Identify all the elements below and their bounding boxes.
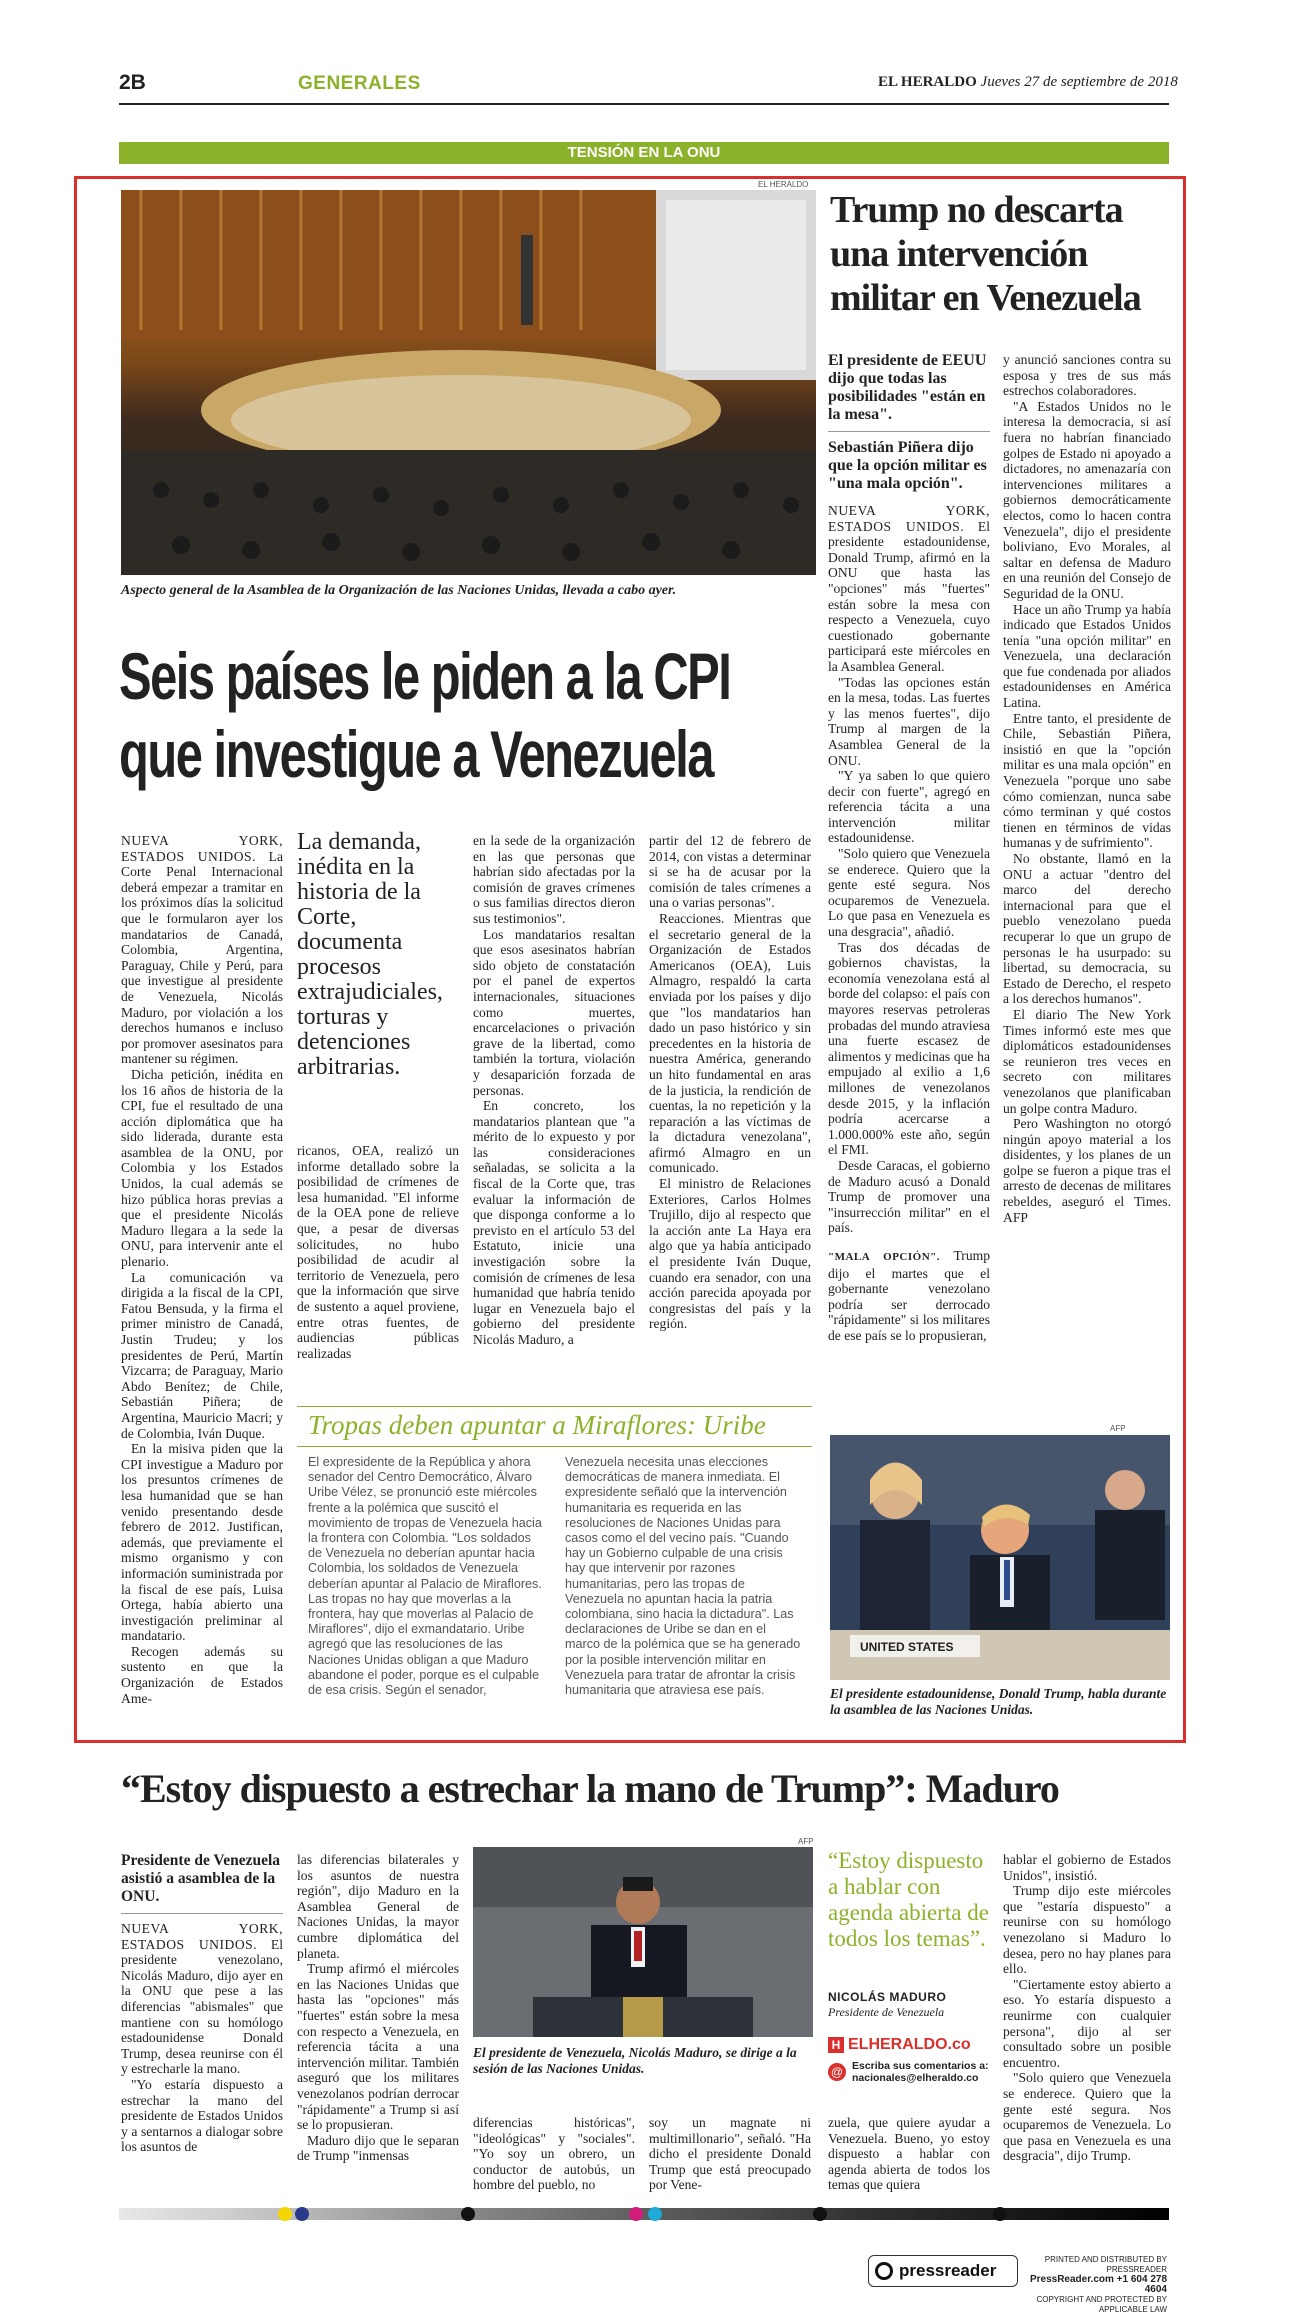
paragraph: El ministro de Relaciones Exteriores, Carlos Holmes Trujillo, dijo al respecto que la acción ante La Haya era algo que ya había anticipado el presidente Iván Duque, cuando era senador, con una acción parecida apoyada por congresistas del país y la región.	[649, 1176, 811, 1332]
paragraph: Dicha petición, inédita en los 16 años de historia de la CPI, fue el resultado de una acción diplomática que ha sido liderada, durante esta asamblea de la ONU, por Colombia y los Estados Unidos, la cual además se hizo pública horas previas a que el presidente Nicolás Maduro llegara a la sede la ONU, para intervenir ante el plenario.	[121, 1066, 283, 1270]
paragraph: El presidente estadounidense, Donald Trump, afirmó en la ONU que hasta las "opciones" más "fuertes" están sobre la mesa con respecto a Venezuela, cuyo cuestionado gobernante participará este miércoles en la Asamblea General.	[828, 518, 990, 674]
page-number: 2B	[119, 71, 146, 94]
trump-deck1: El presidente de EEUU dijo que todas las posibilidades "están en la mesa".	[828, 352, 987, 423]
paper-name: EL HERALDO	[878, 74, 977, 90]
paragraph: Maduro dijo que le separan de Trump "inmensas	[297, 2132, 459, 2164]
paragraph: partir del 12 de febrero de 2014, con vistas a determinar si se ha de acusar por la comisión de tales crímenes a una o varias personas".	[649, 833, 811, 911]
color-dot-navy	[295, 2207, 309, 2221]
assembly-photo-caption: Aspecto general de la Asamblea de la Organización de las Naciones Unidas, llevada a cabo ayer.	[121, 583, 677, 598]
deck-divider	[121, 1913, 283, 1914]
color-dot-black-3	[993, 2207, 1007, 2221]
maduro-quote: “Estoy dispuesto a hablar con agenda abierta de todos los temas”.	[828, 1848, 989, 1951]
maduro-col5: zuela, que quiere ayudar a Venezuela. Bueno, yo estoy dispuesto a hablar con agenda abierta de todos los temas que quiera	[828, 2115, 990, 2193]
paragraph: "Ciertamente estoy abierto a eso. Yo estaría dispuesto a reunirme con cualquier persona", dijo al ser consultado sobre un posible encuentro.	[1003, 1976, 1171, 2070]
top-story-col4	[649, 833, 811, 1401]
assembly-photo-credit: EL HERALDO	[758, 180, 809, 189]
pressreader-info	[1027, 2255, 1167, 2315]
paragraph: Reacciones. Mientras que el secretario general de la Organización de Estados Americanos (OEA), Luis Almagro, respaldó la carta enviada por los países y dijo que "los mandatarios han dado un paso histórico y sin precedentes en la historia de nuestra América, generando un hito fundamental en aras de la justicia, la rendición de cuentas, la no repetición y la reparación a las víctimas de la dictadura venezolana", afirmó Almagro en un comunicado.	[649, 910, 811, 1176]
top-story-col2	[297, 1143, 459, 1401]
color-dot-black-2	[813, 2207, 827, 2221]
maduro-col6	[1003, 1852, 1171, 2192]
trump-dateline: NUEVA YORK, ESTADOS UNIDOS.	[828, 503, 990, 534]
paragraph: El presidente venezolano, Nicolás Maduro, dijo ayer en la ONU que pese a las diferencias "abismales" que mantiene con su homólogo estadounidense Donald Trump, desea reunirse con él y estrecharle la mano.	[121, 1936, 283, 2077]
paragraph: Pero Washington no otorgó ningún apoyo material a los disidentes, y los planes de un golpe se fueron a pique tras el arresto de decenas de militares rebeldes, aseguró el Times. AFP	[1003, 1116, 1171, 1225]
banner-label: TENSIÓN EN LA ONU	[567, 144, 721, 161]
paragraph: Trump dijo el martes que el gobernante venezolano podría ser derrocado "rápidamente" si los militares de ese país se lo propusieran,	[828, 1247, 990, 1343]
trump-subhead: "MALA OPCIÓN".	[828, 1250, 941, 1263]
paragraph: "Todas las opciones están en la mesa, todas. Las fuertes y las menos fuertes", dijo Trump al margen de la Asamblea General de la ONU.	[828, 674, 990, 768]
pressreader-logo[interactable]	[868, 2255, 1018, 2287]
main-headline-line2: que investigue a Venezuela	[119, 717, 713, 791]
pressreader-line2: PressReader.com +1 604 278 4604	[1029, 2274, 1167, 2295]
trump-col1	[828, 352, 990, 1412]
color-dot-cyan	[648, 2207, 662, 2221]
paragraph: y anunció sanciones contra su esposa y tres de sus más estrechos colaboradores.	[1003, 352, 1171, 399]
maduro-headline: “Estoy dispuesto a estrechar la mano de Trump”: Maduro	[121, 1766, 1059, 1811]
assembly-photo-illustration	[121, 190, 816, 575]
maduro-col3: diferencias históricas", "ideológicas" y "sociales". "Yo soy un obrero, un conductor de autobús, un hombre del pueblo, no	[473, 2115, 635, 2193]
paragraph: Recogen además su sustento en que la Organización de Estados Ame-	[121, 1643, 283, 1706]
pressreader-line1: PRINTED AND DISTRIBUTED BY PRESSREADER	[1044, 2255, 1167, 2274]
contact-label: Escriba sus comentarios a:	[852, 2060, 989, 2072]
paragraph: El diario The New York Times informó este mes que diplomáticos estadounidenses se reunieron tres veces en secreto con militares venezolanos que planificaban un golpe contra Maduro.	[1003, 1006, 1171, 1116]
sidebar-col1: El expresidente de la República y ahora senador del Centro Democrático, Álvaro Uribe Vélez, se pronunció este miércoles frente a la polémica que suscitó el movimiento de tropas de Venezuela hacia la frontera con Colombia. "Los soldados de Venezuela no deberían apuntar hacia Colombia, los soldados de Venezuela deberían apuntar al Palacio de Miraflores. Las tropas no hay que moverlas a la frontera, hay que moverlas al Palacio de Miraflores", dijo el exmandatario. Uribe agregó que las resoluciones de las Naciones Unidas obligan a que Maduro abandone el poder, porque es el culpable de esa crisis. Según el senador,	[308, 1455, 542, 1698]
paragraph: en la sede de la organización en las que personas que habrían sido afectadas por la comisión de graves crímenes o sus familias directos dieron sus testimonios".	[473, 833, 635, 926]
paragraph: hablar el gobierno de Estados Unidos", insistió.	[1003, 1852, 1171, 1883]
trump-headline: Trump no descarta una intervención militar en Venezuela	[830, 189, 1141, 319]
brand-h-icon: H	[828, 2037, 844, 2053]
section-label: GENERALES	[298, 73, 421, 94]
maduro-col4: soy un magnate ni multimillonario", señaló. "Ha dicho el presidente Donald Trump que está preocupado por Vene-	[649, 2115, 811, 2193]
pressreader-icon	[875, 2262, 893, 2280]
brand-name: ELHERALDO.co	[848, 2036, 971, 2053]
at-icon: @	[828, 2063, 846, 2081]
trump-photo-caption: El presidente estadounidense, Donald Trump, habla durante la asamblea de las Naciones Unidas.	[830, 1686, 1167, 1717]
paragraph: Tras dos décadas de gobiernos chavistas, la economía venezolana está al borde del colapso: el país con mayores reservas petroleras probadas del mundo atraviesa una fuerte escasez de alimentos y medicinas que ha empujado al exilio a 1,6 millones de venezolanos desde 2015, y la inflación podría acercarse a 1.000.000% este año, según el FMI.	[828, 939, 990, 1158]
maduro-col1	[121, 1852, 283, 2182]
maduro-photo-credit: AFP	[798, 1837, 814, 1846]
color-dot-black	[461, 2207, 475, 2221]
pressreader-line3: COPYRIGHT AND PROTECTED BY APPLICABLE LAW	[1036, 2295, 1167, 2314]
top-story-col1	[121, 833, 283, 1728]
paragraph: Trump dijo este miércoles que "estaría dispuesto" a reunirse con su homólogo venezolano si Maduro lo desea, pero no hay planes para ello.	[1003, 1883, 1171, 1977]
color-dot-yellow	[278, 2207, 292, 2221]
pull-quote: La demanda, inédita en la historia de la Corte, documenta procesos extrajudiciales, torturas y detenciones arbitrarias.	[297, 829, 443, 1080]
banner	[119, 142, 1169, 164]
maduro-col2	[297, 1852, 459, 2182]
paragraph: "Solo quiero que Venezuela se enderece. Quiero que la gente esté segura. Nos ocuparemos de Venezuela. Lo que pasa en Venezuela es una desgracia", dijo Trump.	[1003, 2070, 1171, 2164]
paragraph: "Yo estaría dispuesto a estrechar la mano del presidente de Estados Unidos y a sentarnos a dialogar sobre los asuntos de	[121, 2076, 283, 2155]
quote-author: NICOLÁS MADURO	[828, 1990, 947, 2004]
register-bar	[119, 2208, 1169, 2220]
sidebar-col2: Venezuela necesita unas elecciones democráticas de manera inmediata. El expresidente señaló que la intervención humanitaria es requerida en las resoluciones de Naciones Unidas para casos como el del vecino país. "Cuando hay un Gobierno culpable de una crisis hay que intervenir por razones humanitarias, pero las tropas de Venezuela no apuntan hacia la patria colombiana, sino hacia la dictadura". Las declaraciones de Uribe se dan en el marco de la polémica que se ha generado por la posible intervención militar en Venezuela para tratar de afrontar la crisis humanitaria que atraviesa ese país.	[565, 1455, 801, 1698]
contact-box	[828, 2060, 989, 2084]
contact-email[interactable]: nacionales@elheraldo.co	[852, 2072, 979, 2084]
paragraph: las diferencias bilaterales y los asuntos de nuestra región", dijo Maduro en la Asamblea General de Naciones Unidas, la mayor cumbre diplomática del planeta.	[297, 1852, 459, 1961]
trump-deck2: Sebastián Piñera dijo que la opción militar es "una mala opción".	[828, 439, 987, 492]
header-rule	[119, 103, 1169, 105]
paragraph: La comunicación va dirigida a la fiscal de la CPI, Fatou Bensuda, y la firma el primer ministro de Canadá, Justin Trudeu; y los presidentes de Perú, Martín Vizcarra; de Paraguay, Mario Abdo Benítez; de Chile, Sebastián Piñera; de Argentina, Mauricio Macri; y de Colombia, Iván Duque.	[121, 1269, 283, 1441]
edition-date: Jueves 27 de septiembre de 2018	[980, 74, 1178, 90]
main-headline	[119, 637, 819, 807]
paragraph: Trump afirmó el miércoles en las Naciones Unidas que hasta las "opciones" más "fuertes" están sobre la mesa con respecto a Venezuela, en referencia tácita a una intervención militar. También aseguró que los militares venezolanos podrían derrocar "rápidamente" a Trump si así se lo propusieran.	[297, 1961, 459, 2133]
sidebar-title: Tropas deben apuntar a Miraflores: Uribe	[308, 1410, 766, 1440]
paragraph: La Corte Penal Internacional deberá empezar a tramitar en los próximos días la solicitud que le formularon ayer los mandatarios de Canadá, Colombia, Argentina, Paraguay, Chile y Perú, para que investigue al presidente de Venezuela, Nicolás Maduro, por violación a los derechos humanos e incluso por promover asesinatos para mantener su régimen.	[121, 848, 283, 1067]
paragraph: Entre tanto, el presidente de Chile, Sebastián Piñera, insistió en que la "opción militar es una mala opción" en Venezuela "porque uno sabe cómo comienzan, nunca sabe cómo terminan y qué costos tienen en términos de vidas humanas y de sufrimiento".	[1003, 710, 1171, 851]
nameplate-text: UNITED STATES	[860, 1640, 954, 1654]
maduro-deck: Presidente de Venezuela asistió a asamblea de la ONU.	[121, 1852, 281, 1905]
pressreader-name: pressreader	[899, 2261, 997, 2280]
trump-photo-illustration	[830, 1435, 1170, 1680]
paragraph: Desde Caracas, el gobierno de Maduro acusó a Donald Trump de promover una "insurrección militar" en el país.	[828, 1157, 990, 1236]
paragraph: "Solo quiero que Venezuela se enderece. Quiero que la gente esté segura. Nos ocuparemos de Venezuela. Lo que pasa en Venezuela es una desgracia", añadió.	[828, 846, 990, 940]
trump-photo-credit: AFP	[1110, 1424, 1126, 1433]
sidebar-rule-bottom	[297, 1446, 812, 1447]
top-story-col3	[473, 833, 635, 1401]
quote-role: Presidente de Venezuela	[828, 2005, 945, 2019]
brand-logo	[828, 2036, 971, 2054]
assembly-photo	[121, 190, 816, 575]
paragraph: "A Estados Unidos no le interesa la democracia, si así fuera no habrían financiado golpes de Estado ni apoyado a dictadores, no amenazaría con intervenciones militares a gobiernos democráticamente electos, como lo hacen contra Venezuela", dijo el presidente boliviano, Evo Morales, al saltar en defensa de Maduro en una reunión del Consejo de Seguridad de la ONU.	[1003, 398, 1171, 601]
paragraph: Los mandatarios resaltan que esos asesinatos habrían sido objeto de constatación por el panel de expertos internacionales, situaciones como muertes, encarcelaciones o privación grave de la libertad, como también la tortura, violación y desaparición forzada de personas.	[473, 926, 635, 1098]
maduro-photo	[473, 1847, 813, 2037]
trump-photo	[830, 1435, 1170, 1680]
trump-col2	[1003, 352, 1171, 1412]
color-dot-magenta	[629, 2207, 643, 2221]
top-story-dateline: NUEVA YORK, ESTADOS UNIDOS.	[121, 833, 283, 864]
maduro-dateline: NUEVA YORK, ESTADOS UNIDOS.	[121, 1921, 283, 1952]
paragraph: ricanos, OEA, realizó un informe detallado sobre la posibilidad de crímenes de lesa humanidad. "El informe de la OEA pone de relieve que, a pesar de diversas solicitudes, no hubo posibilidad de acudir al territorio de Venezuela, pero que la información que sirve de sustento a aquel proviene, entre otras fuentes, de audiencias públicas realizadas	[297, 1143, 459, 1361]
paragraph: En la misiva piden que la CPI investigue a Maduro por los presuntos crímenes de lesa humanidad que se han venido presentando desde febrero de 2012. Justifican, además, que previamente el mismo organismo y con información suministrada por la fiscal de ese país, Luisa Ortega, había abierto una investigación preliminar al mandatario.	[121, 1441, 283, 1644]
main-headline-line1: Seis países le piden a la CPI	[119, 639, 731, 713]
deck-divider	[828, 431, 990, 432]
masthead	[878, 74, 1178, 91]
sidebar-rule-top	[297, 1406, 812, 1407]
paragraph: En concreto, los mandatarios plantean que "a mérito de lo expuesto y por las consideraciones señaladas, se solicita a la fiscal de la Corte que, tras evaluar la información de que disponga conforme a lo previsto en el artículo 53 del Estatuto, inicie una investigación sobre la comisión de crímenes de lesa humanidad que habría tenido lugar en Venezuela bajo el gobierno del presidente Nicolás Maduro, a	[473, 1098, 635, 1347]
maduro-photo-caption: El presidente de Venezuela, Nicolás Maduro, se dirige a la sesión de las Naciones Unidas.	[473, 2045, 797, 2076]
maduro-photo-illustration	[473, 1847, 813, 2037]
paragraph: No obstante, llamó en la ONU a actuar "dentro del marco del derecho internacional para que el pueblo venezolano pueda recuperar lo que un grupo de personas le ha usurpado: su libertad, su democracia, su Estado de Derecho, el respeto a los derechos humanos".	[1003, 851, 1171, 1007]
paragraph: "Y ya saben lo que quiero decir con fuerte", agregó en referencia tácita a una intervención militar estadounidense.	[828, 768, 990, 846]
paragraph: Hace un año Trump ya había indicado que Estados Unidos tenía "una opción militar" en Venezuela, una declaración que fue condenada por aliados estadounidenses en América Latina.	[1003, 601, 1171, 711]
